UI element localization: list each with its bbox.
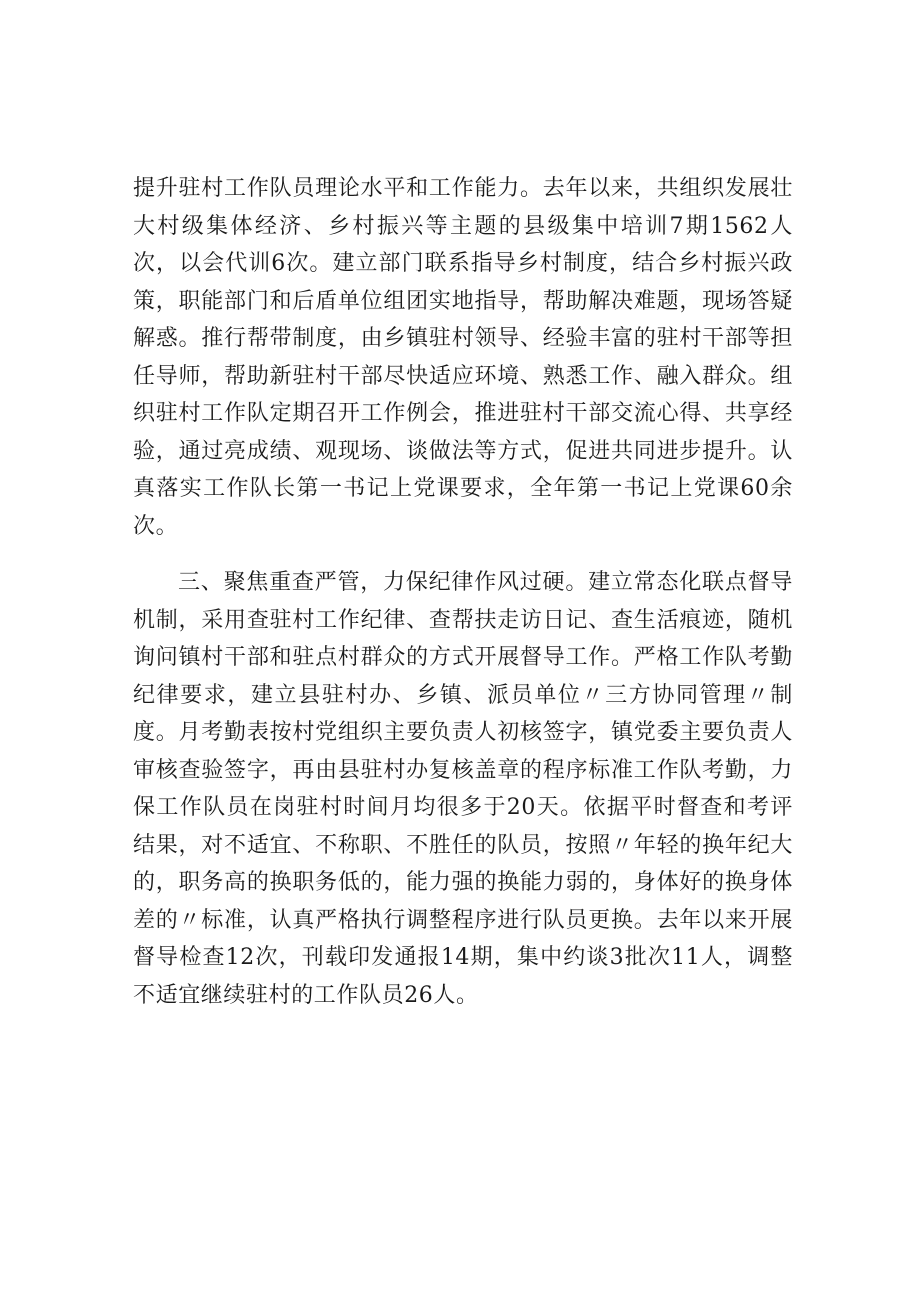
body-paragraph-training: 提升驻村工作队员理论水平和工作能力。去年以来，共组织发展壮大村级集体经济、乡村振兴等主题的县级集中培训7期1562人次，以会代训6次。建立部门联系指导乡村制度，结合乡村振兴政策，职能部门和后盾单位组团实地指导，帮助解决难题，现场答疑解惑。推行帮带制度，由乡镇驻村领导、经验丰富的驻村干部等担任导师，帮助新驻村干部尽快适应环境、熟悉工作、融入群众。组织驻村工作队定期召开工作例会，推进驻村干部交流心得、共享经验，通过亮成绩、观现场、谈做法等方式，促进共同进步提升。认真落实工作队长第一书记上党课要求，全年第一书记上党课60余次。 <box>133 176 793 539</box>
body-paragraph-discipline: 三、聚焦重查严管，力保纪律作风过硬。建立常态化联点督导机制，采用查驻村工作纪律、查帮扶走访日记、查生活痕迹，随机询问镇村干部和驻点村群众的方式开展督导工作。严格工作队考勤纪律要求，建立县驻村办、乡镇、派员单位〃三方协同管理〃制度。月考勤表按村党组织主要负责人初核签字，镇党委主要负责人审核查验签字，再由县驻村办复核盖章的程序标准工作队考勤，力保工作队员在岗驻村时间月均很多于20天。依据平时督查和考评结果，对不适宜、不称职、不胜任的队员，按照〃年轻的换年纪大的，职务高的换职务低的，能力强的换能力弱的，身体好的换身体差的〃标准，认真严格执行调整程序进行队员更换。去年以来开展督导检查12次，刊载印发通报14期，集中约谈3批次11人，调整不适宜继续驻村的工作队员26人。 <box>133 570 793 1008</box>
